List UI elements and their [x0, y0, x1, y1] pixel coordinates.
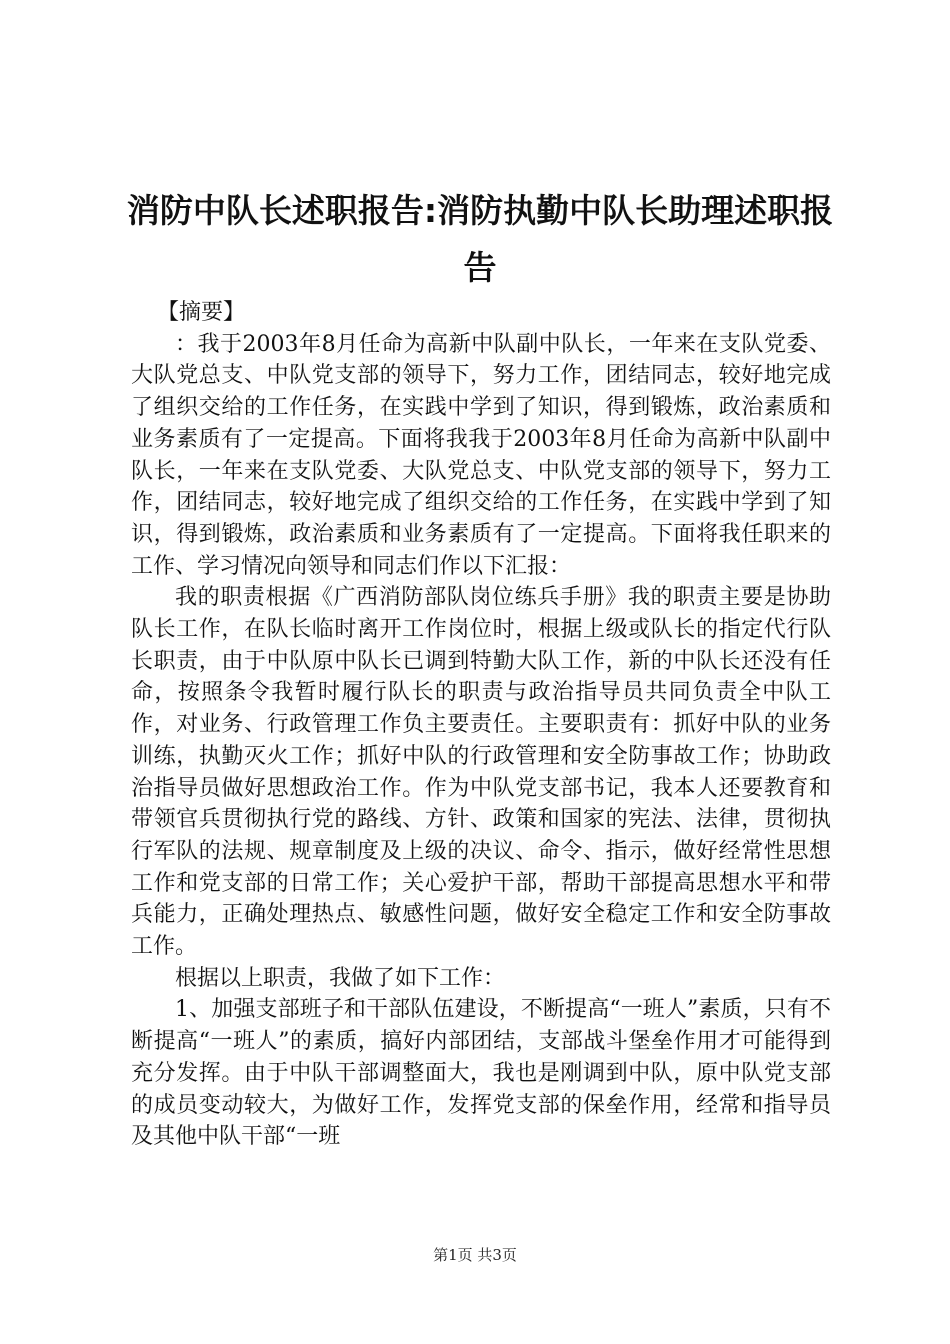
paragraph: 我的职责根据《广西消防部队岗位练兵手册》我的职责主要是协助队长工作，在队长临时离开工作岗位时，根据上级或队长的指定代行队长职责，由于中队原中队长已调到特勤大队工作，新的中队长还没有任命，按照条令我暂时履行队长的职责与政治指导员共同负责全中队工作，对业务、行政管理工作负主要责任。主要职责有：抓好中队的业务训练，执勤灭火工作；抓好中队的行政管理和安全防事故工作；协助政治指导员做好思想政治工作。作为中队党支部书记，我本人还要教育和带领官兵贯彻执行党的路线、方针、政策和国家的宪法、法律，贯彻执行军队的法规、规章制度及上级的决议、命令、指示，做好经常性思想工作和党支部的日常工作；关心爱护干部，帮助干部提高思想水平和带兵能力，正确处理热点、敏感性问题，做好安全稳定工作和安全防事故工作。	[131, 585, 831, 960]
paragraph: ：我于2003年8月任命为高新中队副中队长，一年来在支队党委、大队党总支、中队党支部的领导下，努力工作，团结同志，较好地完成了组织交给的工作任务，在实践中学到了知识，得到锻炼，政治素质和业务素质有了一定提高。下面将我我于2003年8月任命为高新中队副中队长，一年来在支队党委、大队党总支、中队党支部的领导下，努力工作，团结同志，较好地完成了组织交给的工作任务，在实践中学到了知识，得到锻炼，政治素质和业务素质有了一定提高。下面将我任职来的工作、学习情况向领导和同志们作以下汇报：	[131, 331, 831, 579]
page-footer	[0, 1245, 950, 1265]
page-number: 第1页 共3页	[433, 1246, 517, 1264]
abstract-label: 【摘要】	[157, 300, 246, 325]
document-title: 消防中队长述职报告:消防执勤中队长助理述职报告	[126, 191, 834, 287]
document-body	[131, 297, 831, 1153]
paragraph: 根据以上职责，我做了如下工作：	[175, 965, 506, 991]
paragraph: 1、加强支部班子和干部队伍建设，不断提高“一班人”素质，只有不断提高“一班人”的素质，搞好内部团结，支部战斗堡垒作用才可能得到充分发挥。由于中队干部调整面大，我也是刚调到中队，原中队党支部的成员变动较大，为做好工作，发挥党支部的保垒作用，经常和指导员及其他中队干部“一班	[131, 997, 831, 1150]
